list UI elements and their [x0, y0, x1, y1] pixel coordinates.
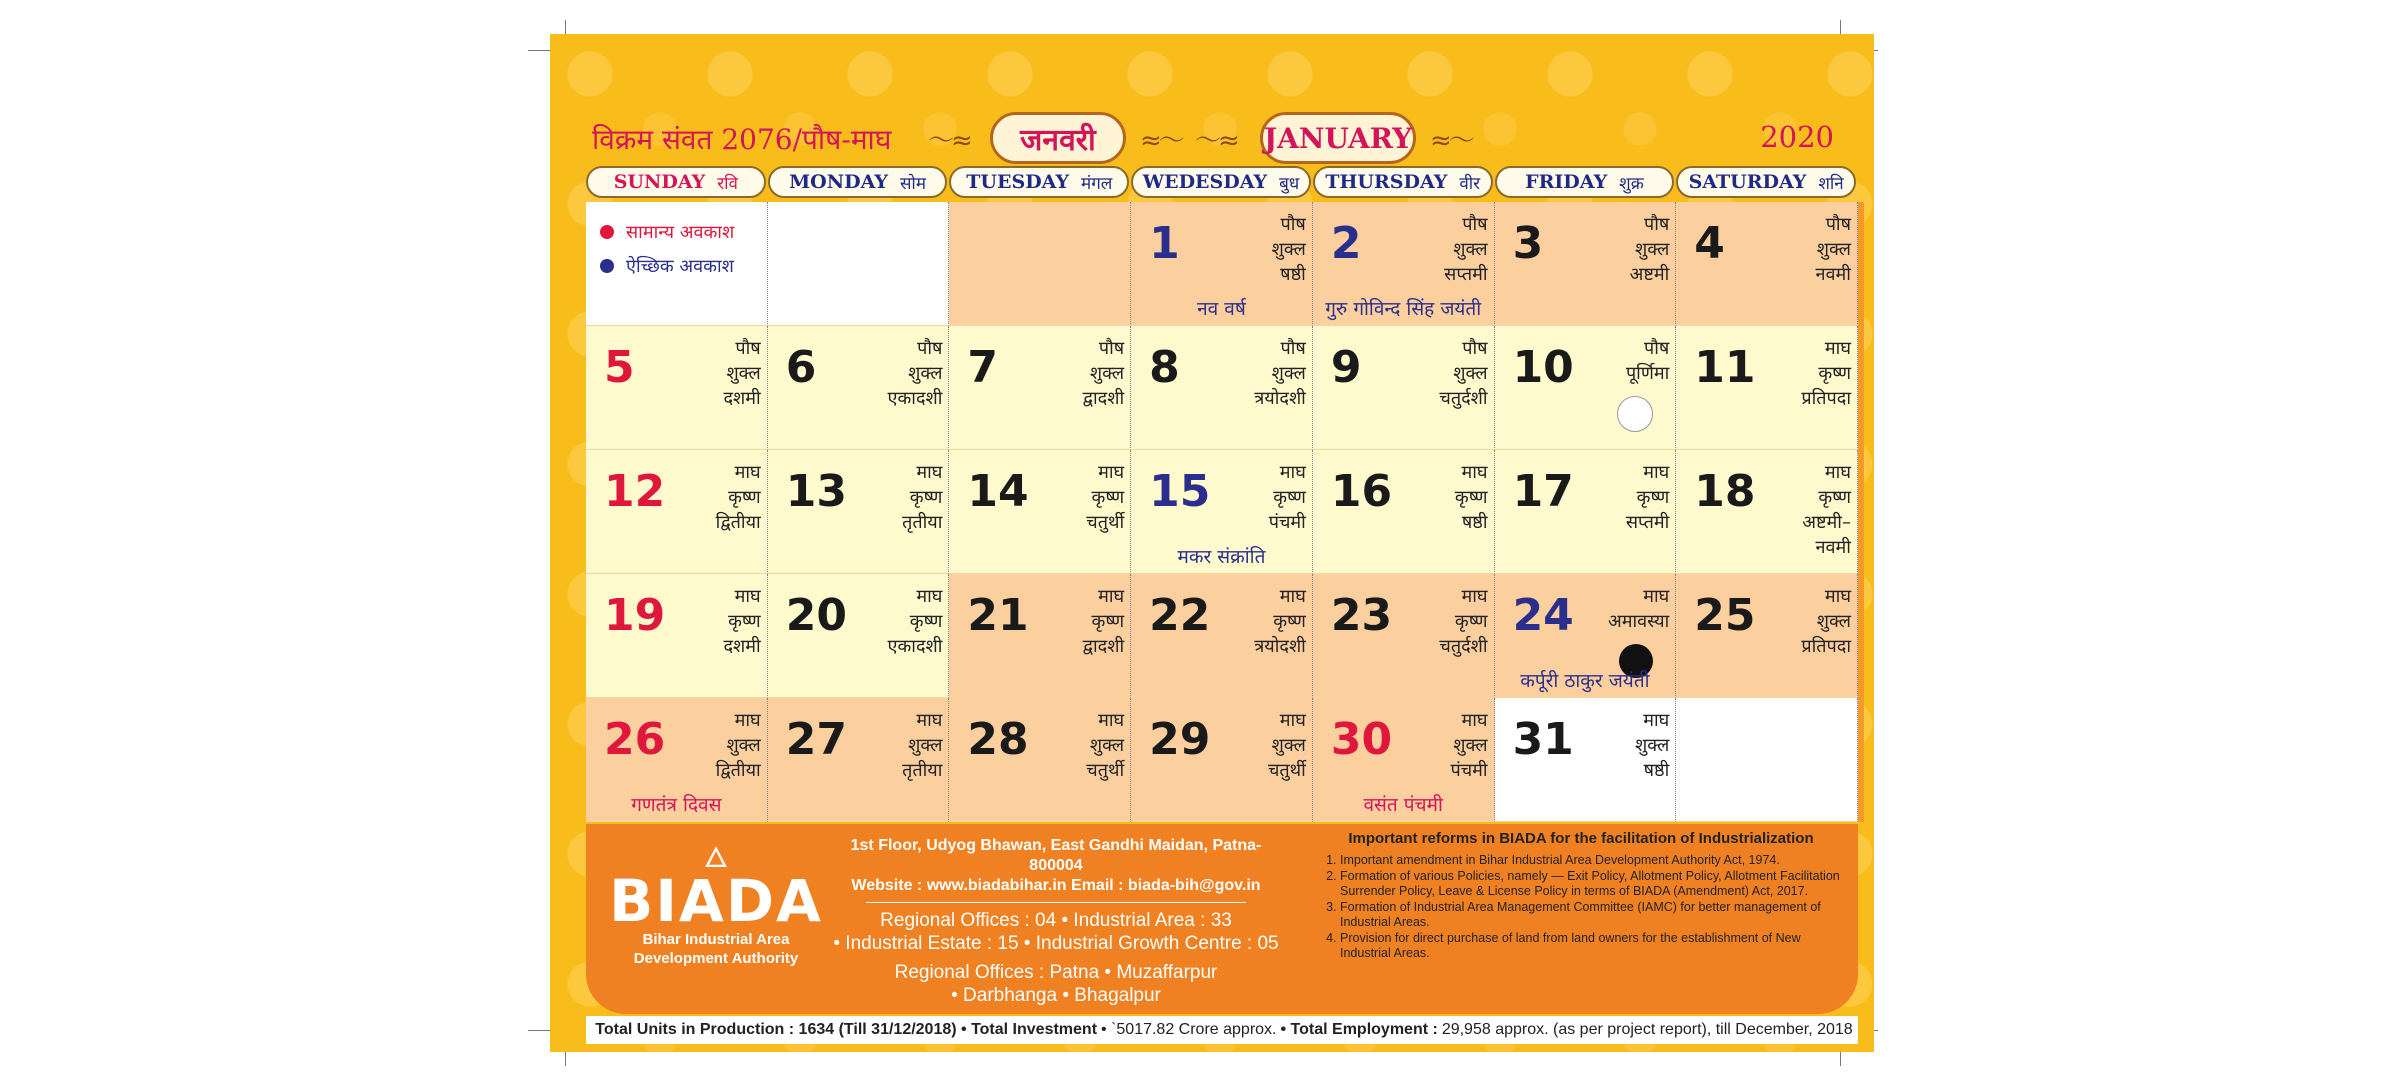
calendar-sheet [550, 34, 1874, 1052]
day-cell [768, 574, 950, 698]
weekday-hi: शनि [1818, 173, 1844, 194]
reform-item: 1. Important amendment in Bihar Industrial Area Development Authority Act, 1974. [1340, 853, 1846, 868]
day-cell [949, 574, 1131, 698]
tithi-line: शुक्ल [1816, 611, 1851, 632]
day-cell [1313, 574, 1495, 698]
day-cell [1495, 698, 1677, 822]
tithi-line: चतुर्दशी [1439, 388, 1488, 409]
tithi-line: माघ [1098, 462, 1125, 483]
tithi-line: द्वितीया [715, 760, 761, 781]
tithi-line: माघ [1098, 710, 1125, 731]
day-number: 19 [604, 590, 666, 641]
day-number: 29 [1149, 714, 1211, 765]
tithi-line: कृष्ण [1636, 487, 1670, 508]
day-number: 1 [1149, 218, 1180, 269]
regional-offices-line: Regional Offices : Patna • Muzaffarpur [894, 962, 1218, 983]
day-number: 26 [604, 714, 666, 765]
day-cell [586, 698, 768, 822]
legend-dot-icon [600, 225, 614, 239]
weekday-hi: सोम [899, 173, 926, 194]
day-number: 3 [1512, 218, 1544, 269]
festival-note: गणतंत्र दिवस [631, 794, 722, 816]
weekday-en: FRIDAY [1525, 171, 1608, 193]
day-cell [768, 450, 950, 574]
tithi-line: माघ [734, 462, 761, 483]
tithi-line: पौष [1280, 214, 1306, 235]
tithi [1801, 584, 1851, 659]
legend-label: ऐच्छिक अवकाश [626, 256, 734, 277]
tithi-line: पौष [1462, 214, 1488, 235]
day-number: 7 [967, 342, 999, 393]
tithi-line: माघ [916, 586, 943, 607]
tithi-line: सप्तमी [1444, 264, 1488, 285]
tithi-line: कृष्ण [1091, 611, 1125, 632]
reforms-title: Important reforms in BIADA for the facilitation of Industrialization [1348, 830, 1814, 847]
weekday-6 [1676, 166, 1856, 198]
tithi [1630, 212, 1670, 287]
tithi [1272, 212, 1306, 287]
empty-cell [949, 202, 1131, 326]
divider [866, 902, 1246, 903]
totals-bar [586, 1016, 1858, 1044]
day-number: 27 [785, 714, 847, 765]
weekday-en: TUESDAY [966, 171, 1070, 193]
reform-item: 2. Formation of various Policies, namely — Exit Policy, Allotment Policy, Allotment Facilitation Surrender Policy, Leave & License Policy in terms of BIADA (Amendment) Act, 2017. [1340, 869, 1846, 899]
day-cell [1676, 202, 1858, 326]
day-number: 17 [1512, 466, 1574, 517]
tithi-line: कृष्ण [1273, 611, 1306, 632]
tithi [1816, 212, 1851, 287]
day-cell [586, 450, 768, 574]
weekday-5 [1495, 166, 1675, 198]
offices-line: Regional Offices : 04 • Industrial Area : 33 [880, 910, 1232, 931]
weekday-header [586, 166, 1856, 198]
day-cell [949, 326, 1131, 450]
weekday-en: WEDESDAY [1142, 171, 1268, 193]
full-moon-icon [1617, 396, 1653, 432]
day-cell [1495, 450, 1677, 574]
tithi-line: माघ [1824, 462, 1851, 483]
day-number: 6 [785, 342, 817, 393]
weekday-hi: शुक्र [1619, 173, 1644, 194]
tithi-line: कृष्ण [728, 487, 761, 508]
tithi-line: माघ [1643, 462, 1670, 483]
tithi-line: पौष [1643, 338, 1670, 359]
day-number: 5 [604, 342, 635, 393]
day-cell [1676, 574, 1858, 698]
tithi-line: कृष्ण [728, 611, 761, 632]
weekday-hi: बुध [1279, 173, 1300, 194]
day-number: 21 [967, 590, 1029, 641]
tithi-line: चतुर्थी [1086, 760, 1125, 781]
legend-dot-icon [600, 259, 614, 273]
tithi-line: माघ [1279, 586, 1306, 607]
legend-cell [586, 202, 768, 326]
tithi-line: शुक्ल [1271, 363, 1306, 384]
tithi-line: षष्ठी [1461, 512, 1488, 533]
tithi [888, 336, 943, 411]
samvat-label: विक्रम संवत 2076/पौष-माघ [592, 123, 892, 156]
tithi [1268, 708, 1306, 783]
weekday-en: SUNDAY [613, 171, 706, 193]
tithi-line: द्वादशी [1082, 636, 1125, 657]
day-number: 9 [1330, 342, 1362, 393]
tithi-line: कृष्ण [909, 487, 943, 508]
day-number: 12 [604, 466, 666, 517]
weekday-hi: मंगल [1081, 173, 1113, 194]
tithi-line: सप्तमी [1625, 512, 1670, 533]
totals-value: 29,958 approx. (as per project report), till December, 2018 [1441, 1021, 1853, 1038]
swirl-ornament-icon: ≈〜 [1430, 126, 1472, 156]
weekday-en: SATURDAY [1688, 171, 1807, 193]
tithi-line: माघ [1643, 586, 1670, 607]
reform-item: 3. Formation of Industrial Area Management Committee (IAMC) for better management of Industrial Areas. [1340, 900, 1846, 930]
tithi [888, 584, 943, 659]
tithi-line: शुक्ल [1453, 363, 1488, 384]
tithi [1635, 708, 1669, 783]
tithi-line: नवमी [1815, 264, 1851, 285]
tithi-line: माघ [1098, 586, 1125, 607]
tithi [1626, 336, 1669, 386]
day-number: 22 [1149, 590, 1211, 641]
day-cell [1313, 326, 1495, 450]
tithi-line: कृष्ण [909, 611, 943, 632]
tithi-line: कृष्ण [1454, 611, 1488, 632]
festival-note: वसंत पंचमी [1363, 794, 1443, 816]
tithi-line: माघ [916, 462, 943, 483]
weekday-hi: रवि [717, 173, 739, 194]
tithi-line: शुक्ल [1271, 239, 1306, 260]
weekday-4 [1313, 166, 1493, 198]
day-number: 24 [1512, 590, 1574, 641]
month-hindi: जनवरी [990, 112, 1126, 164]
day-cell [586, 574, 768, 698]
tithi-line: शुक्ल [908, 735, 943, 756]
tithi-line: कृष्ण [1818, 487, 1851, 508]
day-cell [768, 698, 950, 822]
tithi [1083, 336, 1124, 411]
tithi-line: माघ [1461, 586, 1488, 607]
day-cell [1131, 326, 1313, 450]
tithi-line: तृतीया [902, 512, 943, 533]
day-number: 4 [1694, 218, 1725, 269]
tithi-line: शुक्ल [726, 735, 761, 756]
day-cell [1676, 450, 1858, 574]
tithi [1450, 708, 1487, 783]
biada-logo [606, 841, 826, 994]
empty-cell [768, 202, 950, 326]
tithi [1801, 336, 1851, 411]
day-number: 15 [1149, 466, 1211, 517]
day-cell [768, 326, 950, 450]
day-number: 13 [785, 466, 847, 517]
day-number: 11 [1694, 342, 1756, 393]
tithi-line: माघ [1461, 710, 1488, 731]
tithi [716, 460, 761, 535]
tithi [902, 460, 942, 535]
day-number: 31 [1512, 714, 1574, 765]
weekday-hi: वीर [1459, 173, 1481, 194]
tithi-line: त्रयोदशी [1254, 636, 1306, 657]
tithi-line: एकादशी [887, 388, 943, 409]
tithi-line: माघ [1279, 710, 1306, 731]
tithi-line: कृष्ण [1091, 487, 1125, 508]
website-email: Website : www.biadabihar.in Email : biada-bih@gov.in [851, 877, 1261, 894]
address-block [826, 836, 1286, 1007]
day-cell [1131, 450, 1313, 574]
tithi-line: शुक्ल [726, 363, 761, 384]
tithi-line: माघ [1824, 338, 1851, 359]
weekday-0 [586, 166, 766, 198]
day-cell [949, 450, 1131, 574]
day-number: 23 [1330, 590, 1393, 641]
tithi [1086, 460, 1124, 535]
tithi-line: अष्टमी [1629, 264, 1670, 285]
tithi-line: तृतीया [902, 760, 943, 781]
festival-note: गुरु गोविन्द सिंह जयंती [1325, 298, 1482, 320]
tithi-line: अष्टमी– [1802, 512, 1851, 533]
tithi-line: पंचमी [1268, 512, 1306, 533]
tithi [716, 708, 761, 783]
day-cell [949, 698, 1131, 822]
tithi-line: त्रयोदशी [1254, 388, 1306, 409]
day-cell [1495, 574, 1677, 698]
tithi [723, 336, 760, 411]
festival-note: मकर संक्रांति [1177, 546, 1266, 568]
tithi-line: शुक्ल [908, 363, 943, 384]
month-english: JANUARY [1260, 112, 1416, 164]
legend-label: सामान्य अवकाश [626, 222, 735, 243]
tithi-line: माघ [1461, 462, 1488, 483]
reforms-list [1316, 853, 1846, 961]
tithi [1455, 460, 1488, 535]
address: 1st Floor, Udyog Bhawan, East Gandhi Maidan, Patna-800004 [850, 837, 1262, 874]
tithi-line: शुक्ल [1089, 735, 1125, 756]
weekday-3 [1131, 166, 1311, 198]
tithi [902, 708, 942, 783]
tithi-line: माघ [1643, 710, 1670, 731]
tithi-line: अमावस्या [1607, 611, 1670, 632]
festival-note: कर्पूरी ठाकुर जयंती [1520, 670, 1650, 692]
tithi-line: पूर्णिमा [1625, 363, 1670, 384]
estate-line: • Industrial Estate : 15 • Industrial Growth Centre : 05 [833, 933, 1279, 954]
tithi-line: कृष्ण [1454, 487, 1488, 508]
reform-item: 4. Provision for direct purchase of land from land owners for the establishment of New Industrial Areas. [1340, 931, 1846, 961]
flame-icon: 🜂 [703, 841, 729, 874]
tithi-line: माघ [916, 710, 943, 731]
tithi-line: शुक्ल [1271, 735, 1306, 756]
tithi-line: पौष [1280, 338, 1306, 359]
weekday-1 [768, 166, 948, 198]
day-cell [1495, 326, 1677, 450]
tithi [723, 584, 760, 659]
tithi-line: कृष्ण [1273, 487, 1306, 508]
legend [600, 220, 734, 288]
tithi-line: षष्ठी [1643, 760, 1670, 781]
legend-item [600, 254, 734, 278]
day-number: 28 [967, 714, 1029, 765]
calendar-grid [586, 202, 1864, 822]
tithi-line: पौष [1825, 214, 1851, 235]
tithi [1608, 584, 1669, 634]
day-number: 10 [1512, 342, 1574, 393]
day-cell [1676, 326, 1858, 450]
day-cell [1131, 698, 1313, 822]
tithi [1086, 708, 1124, 783]
day-number: 16 [1330, 466, 1393, 517]
day-cell [1313, 450, 1495, 574]
day-number: 14 [967, 466, 1029, 517]
day-number: 20 [785, 590, 847, 641]
logo-subtitle: Bihar Industrial Area [642, 931, 790, 948]
tithi-line: माघ [1279, 462, 1306, 483]
tithi [1254, 584, 1306, 659]
tithi-line: प्रतिपदा [1801, 636, 1851, 657]
tithi-line: पौष [1643, 214, 1670, 235]
day-cell [1131, 202, 1313, 326]
tithi-line: प्रतिपदा [1801, 388, 1851, 409]
regional-offices-line-2: • Darbhanga • Bhagalpur [951, 985, 1161, 1006]
tithi-line: शुक्ल [1453, 239, 1488, 260]
tithi-line: नवमी [1815, 537, 1851, 558]
swirl-ornament-icon: 〜≈ [928, 126, 970, 156]
tithi-line: दशमी [723, 388, 761, 409]
tithi [1802, 460, 1851, 560]
tithi-line: दशमी [723, 636, 761, 657]
swirl-ornament-icon: 〜≈ [1195, 126, 1237, 156]
tithi-line: माघ [734, 710, 761, 731]
tithi-line: चतुर्थी [1086, 512, 1125, 533]
day-number: 30 [1330, 714, 1393, 765]
tithi-line: पंचमी [1450, 760, 1488, 781]
tithi-line: माघ [1824, 586, 1851, 607]
tithi [1439, 584, 1487, 659]
tithi-line: एकादशी [887, 636, 943, 657]
day-number: 2 [1330, 218, 1362, 269]
reforms-block [1316, 830, 1846, 962]
weekday-2 [949, 166, 1129, 198]
swirl-ornament-icon: ≈〜 [1140, 126, 1182, 156]
tithi-line: कृष्ण [1818, 363, 1851, 384]
tithi-line: द्वादशी [1082, 388, 1125, 409]
empty-cell [1676, 698, 1858, 822]
tithi-line: चतुर्थी [1267, 760, 1306, 781]
tithi [1626, 460, 1669, 535]
tithi [1444, 212, 1487, 287]
tithi [1254, 336, 1306, 411]
tithi-line: पौष [917, 338, 943, 359]
weekday-en: THURSDAY [1325, 171, 1448, 193]
day-number: 18 [1694, 466, 1756, 517]
tithi-line: चतुर्दशी [1439, 636, 1488, 657]
tithi-line: शुक्ल [1089, 363, 1125, 384]
biada-footer [586, 824, 1858, 1014]
totals-label: • Total Employment : [1280, 1021, 1438, 1038]
legend-item [600, 220, 734, 244]
tithi [1439, 336, 1487, 411]
weekday-en: MONDAY [789, 171, 888, 193]
day-cell [1313, 698, 1495, 822]
tithi-line: पौष [735, 338, 761, 359]
tithi-line: षष्ठी [1280, 264, 1306, 285]
day-cell [1131, 574, 1313, 698]
day-cell [1495, 202, 1677, 326]
tithi [1083, 584, 1124, 659]
tithi [1269, 460, 1306, 535]
totals-label: Total Units in Production : 1634 (Till 31/12/2018) • Total Investment [595, 1021, 1098, 1038]
tithi-line: शुक्ल [1816, 239, 1851, 260]
festival-note: नव वर्ष [1197, 298, 1246, 320]
year-label: 2020 [1760, 120, 1834, 154]
tithi-line: माघ [734, 586, 761, 607]
totals-value: • `5017.82 Crore approx. [1101, 1021, 1277, 1038]
logo-subtitle: Development Authority [633, 950, 799, 967]
tithi-line: पौष [1462, 338, 1488, 359]
day-number: 8 [1149, 342, 1180, 393]
day-number: 25 [1694, 590, 1756, 641]
tithi-line: पौष [1098, 338, 1125, 359]
logo-text: BIADA [609, 867, 823, 935]
tithi-line: द्वितीया [715, 512, 761, 533]
tithi-line: शुक्ल [1635, 735, 1670, 756]
tithi-line: शुक्ल [1453, 735, 1488, 756]
day-cell [586, 326, 768, 450]
day-cell [1313, 202, 1495, 326]
tithi-line: शुक्ल [1635, 239, 1670, 260]
